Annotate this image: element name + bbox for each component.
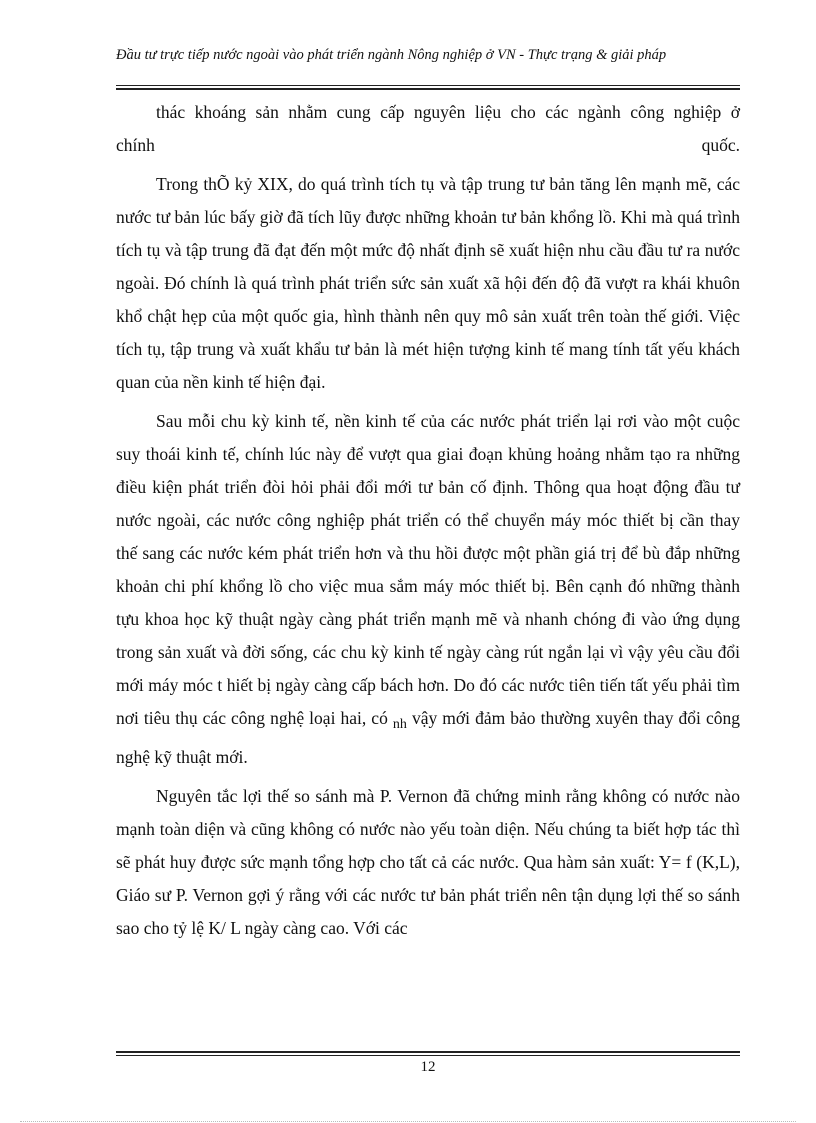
page-number: 12 [420,1059,436,1075]
header-rule [116,85,740,86]
paragraph-2: Trong thÕ kỷ XIX, do quá trình tích tụ và tập trung tư bản tăng lên mạnh mẽ, các nước tư bản lúc bấy giờ đã tích lũy được những khoản tư bản khổng lồ. Khi mà quá trình tích tụ và tập trung đã đạt đến một mức độ nhất định sẽ xuất hiện nhu cầu đầu tư ra nước ngoài. Đó chính là quá trình phát triển sức sản xuất xã hội đến độ đã vượt ra khái khuôn khổ chật hẹp của một quốc gia, hình thành nên quy mô sản xuất trên toàn thế giới. Việc tích tụ, tập trung và xuất khẩu tư bản là mét hiện tượng kinh tế mang tính tất yếu khách quan của nền kinh tế hiện đại. [116,174,740,392]
paragraph-4: Nguyên tắc lợi thế so sánh mà P. Vernon đã chứng minh rằng không có nước nào mạnh toàn diện và cũng không có nước nào yếu toàn diện. Nếu chúng ta biết hợp tác thì sẽ phát huy được sức mạnh tổng hợp cho tất cả các nước. Qua hàm sản xuất: Y= f (K,L), Giáo sư P. Vernon gợi ý rằng với các nước tư bản phát triển nên tận dụng lợi thế so sánh sao cho tỷ lệ K/ L ngày càng cao. Với các [116,786,740,938]
paragraph-1-line-1: thác khoáng sản nhằm cung cấp nguyên liệu cho các ngành công nghiệp ở [156,102,740,122]
paragraph-3-subscript: nh [392,717,407,732]
paragraph-1-line-2: chính quốc. [116,135,740,155]
footer-rule [116,1055,740,1056]
paragraph-3-part-b: vậy mới đảm bảo thường xuyên thay đổi công nghệ kỹ thuật mới. [116,708,740,767]
page-bottom-border [20,1121,796,1122]
paragraph-3-part-a: Sau mỗi chu kỳ kinh tế, nền kinh tế của các nước phát triển lại rơi vào một cuộc suy thoái kinh tế, chính lúc này để vượt qua giai đoạn khủng hoảng nhằm tạo ra những điều kiện phát triển đòi hỏi phải đổi mới tư bản cố định. Thông qua hoạt động đầu tư nước ngoài, các nước công nghiệp phát triển có thể chuyển máy móc thiết bị cần thay thế sang các nước kém phát triển hơn và thu hồi được một phần giá trị để bù đắp những khoản chi phí khổng lồ cho việc mua sắm máy móc thiết bị. Bên cạnh đó những thành tựu khoa học kỹ thuật ngày càng phát triển mạnh mẽ và nhanh chóng đi vào ứng dụng trong sản xuất và đời sống, các chu kỳ kinh tế ngày càng rút ngắn lại vì vậy yêu cầu đổi mới máy móc t hiết bị ngày càng cấp bách hơn. Do đó các nước tiên tiến tất yếu phải tìm nơi tiêu thụ các công nghệ loại hai, có [116,411,740,728]
header-rule-thick [116,88,740,90]
footer-rule-thick [116,1051,740,1053]
paragraph-3 [116,405,740,774]
running-header: Đầu tư trực tiếp nước ngoài vào phát triển ngành Nông nghiệp ở VN - Thực trạng & giải pháp [116,47,667,63]
body-text [116,96,740,951]
